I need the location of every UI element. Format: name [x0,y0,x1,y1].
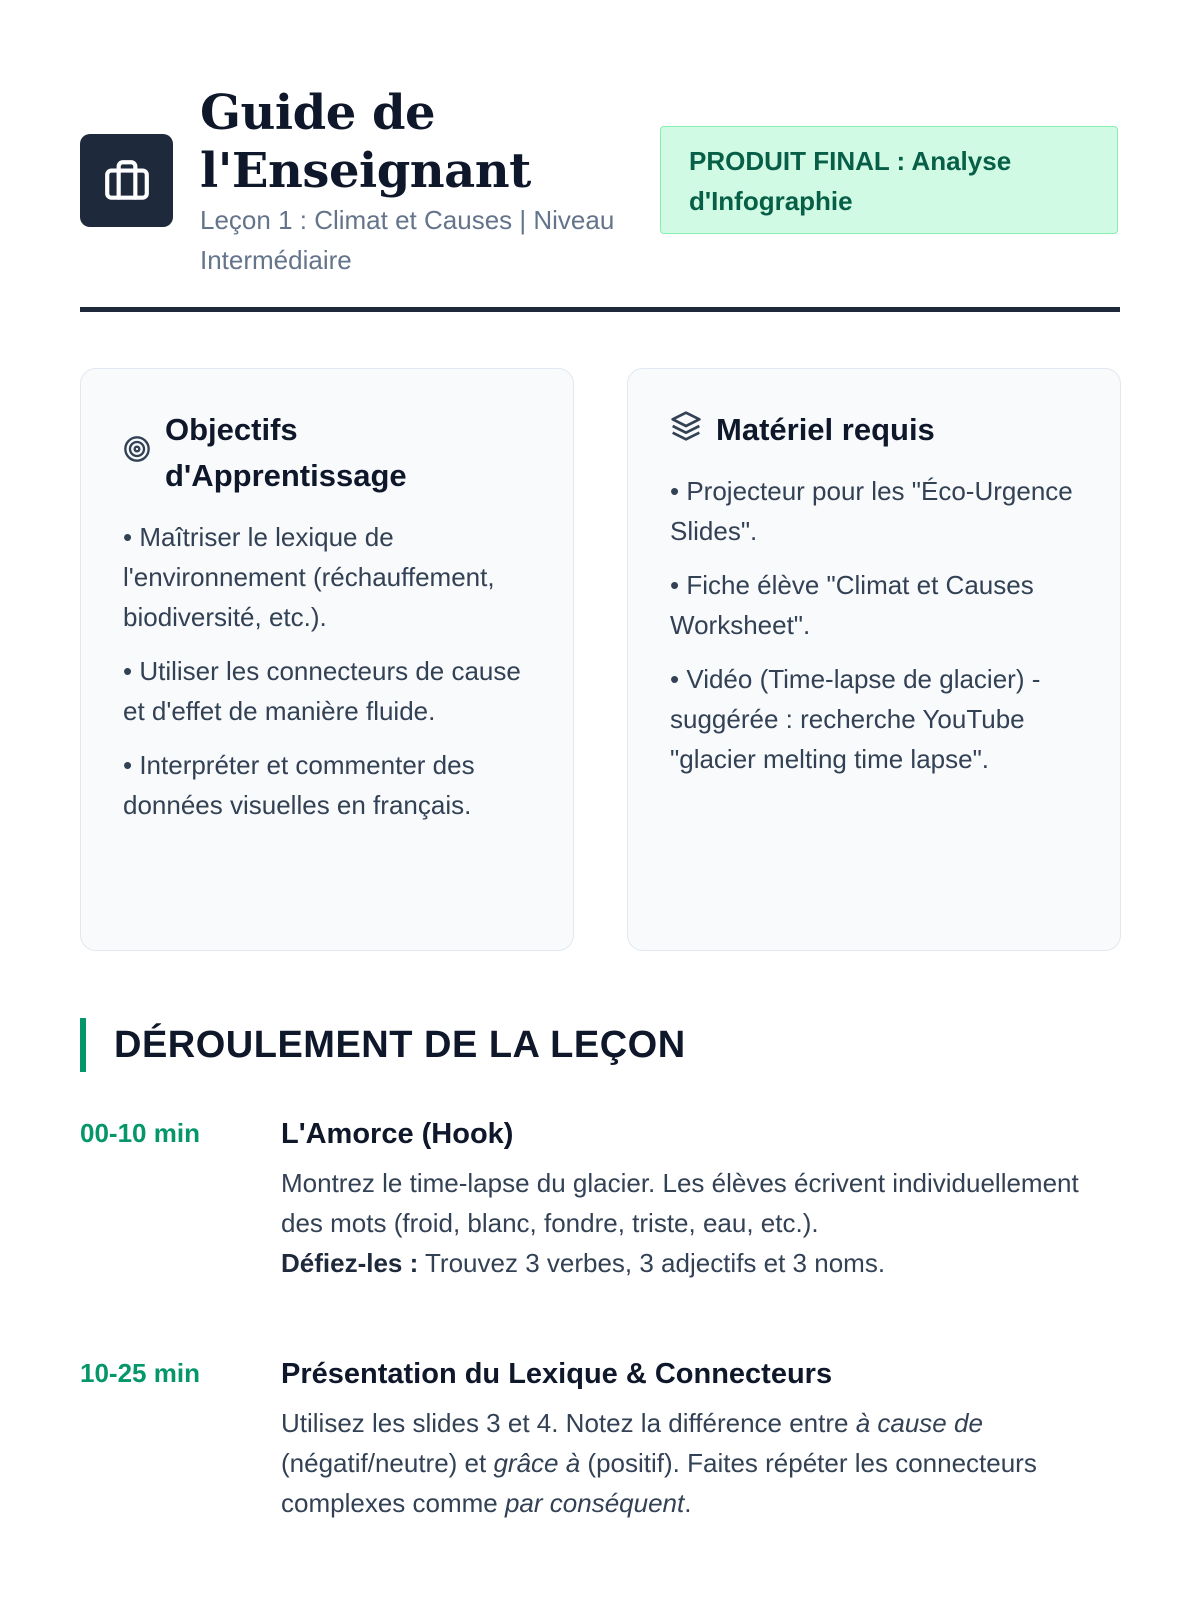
layers-icon [670,410,702,447]
objectives-list [123,517,533,825]
materials-list [670,471,1080,779]
step-title: L'Amorce (Hook) [281,1118,514,1150]
list-item: • Interpréter et commenter des données visuelles en français. [123,750,475,820]
guide-header [80,84,1120,314]
step-time: 00-10 min [80,1118,200,1148]
title-block [200,84,660,280]
list-item: • Vidéo (Time-lapse de glacier) - suggérée : recherche YouTube "glacier melting time lapse". [670,664,1041,774]
briefcase-icon [102,156,152,206]
objectives-card [80,368,574,951]
step-title: Présentation du Lexique & Connecteurs [281,1358,833,1390]
lesson-section-heading: DÉROULEMENT DE LA LEÇON [80,1018,686,1072]
step-time: 10-25 min [80,1358,200,1388]
lesson-subtitle: Leçon 1 : Climat et Causes | Niveau Intermédiaire [200,205,615,275]
materials-card [627,368,1121,951]
materials-title: Matériel requis [716,412,935,447]
page-title-line-1: Guide de [200,85,436,141]
list-item: • Maîtriser le lexique de l'environnement (réchauffement, biodiversité, etc.). [123,522,495,632]
header-divider [80,307,1120,312]
list-item: • Fiche élève "Climat et Causes Worksheet". [670,570,1034,640]
step-description: Utilisez les slides 3 et 4. Notez la différence entre à cause de (négatif/neutre) et grâce à (positif). Faites répéter les connecteurs complexes comme par conséquent. [281,1408,1037,1518]
page-title [200,84,660,200]
next-step-cutoff [80,1584,1120,1600]
target-icon [123,435,151,468]
list-item: • Projecteur pour les "Éco-Urgence Slides". [670,476,1073,546]
page-title-line-2: l'Enseignant [200,143,531,199]
list-item: • Utiliser les connecteurs de cause et d'effet de manière fluide. [123,656,521,726]
step-description: Montrez le time-lapse du glacier. Les élèves écrivent individuellement des mots (froid, blanc, fondre, triste, eau, etc.). Défiez-les : Trouvez 3 verbes, 3 adjectifs et 3 noms. [281,1168,1079,1278]
briefcase-logo [80,134,173,227]
objectives-title: Objectifs d'Apprentissage [165,412,407,493]
final-product-badge: PRODUIT FINAL : Analyse d'Infographie [660,126,1118,234]
